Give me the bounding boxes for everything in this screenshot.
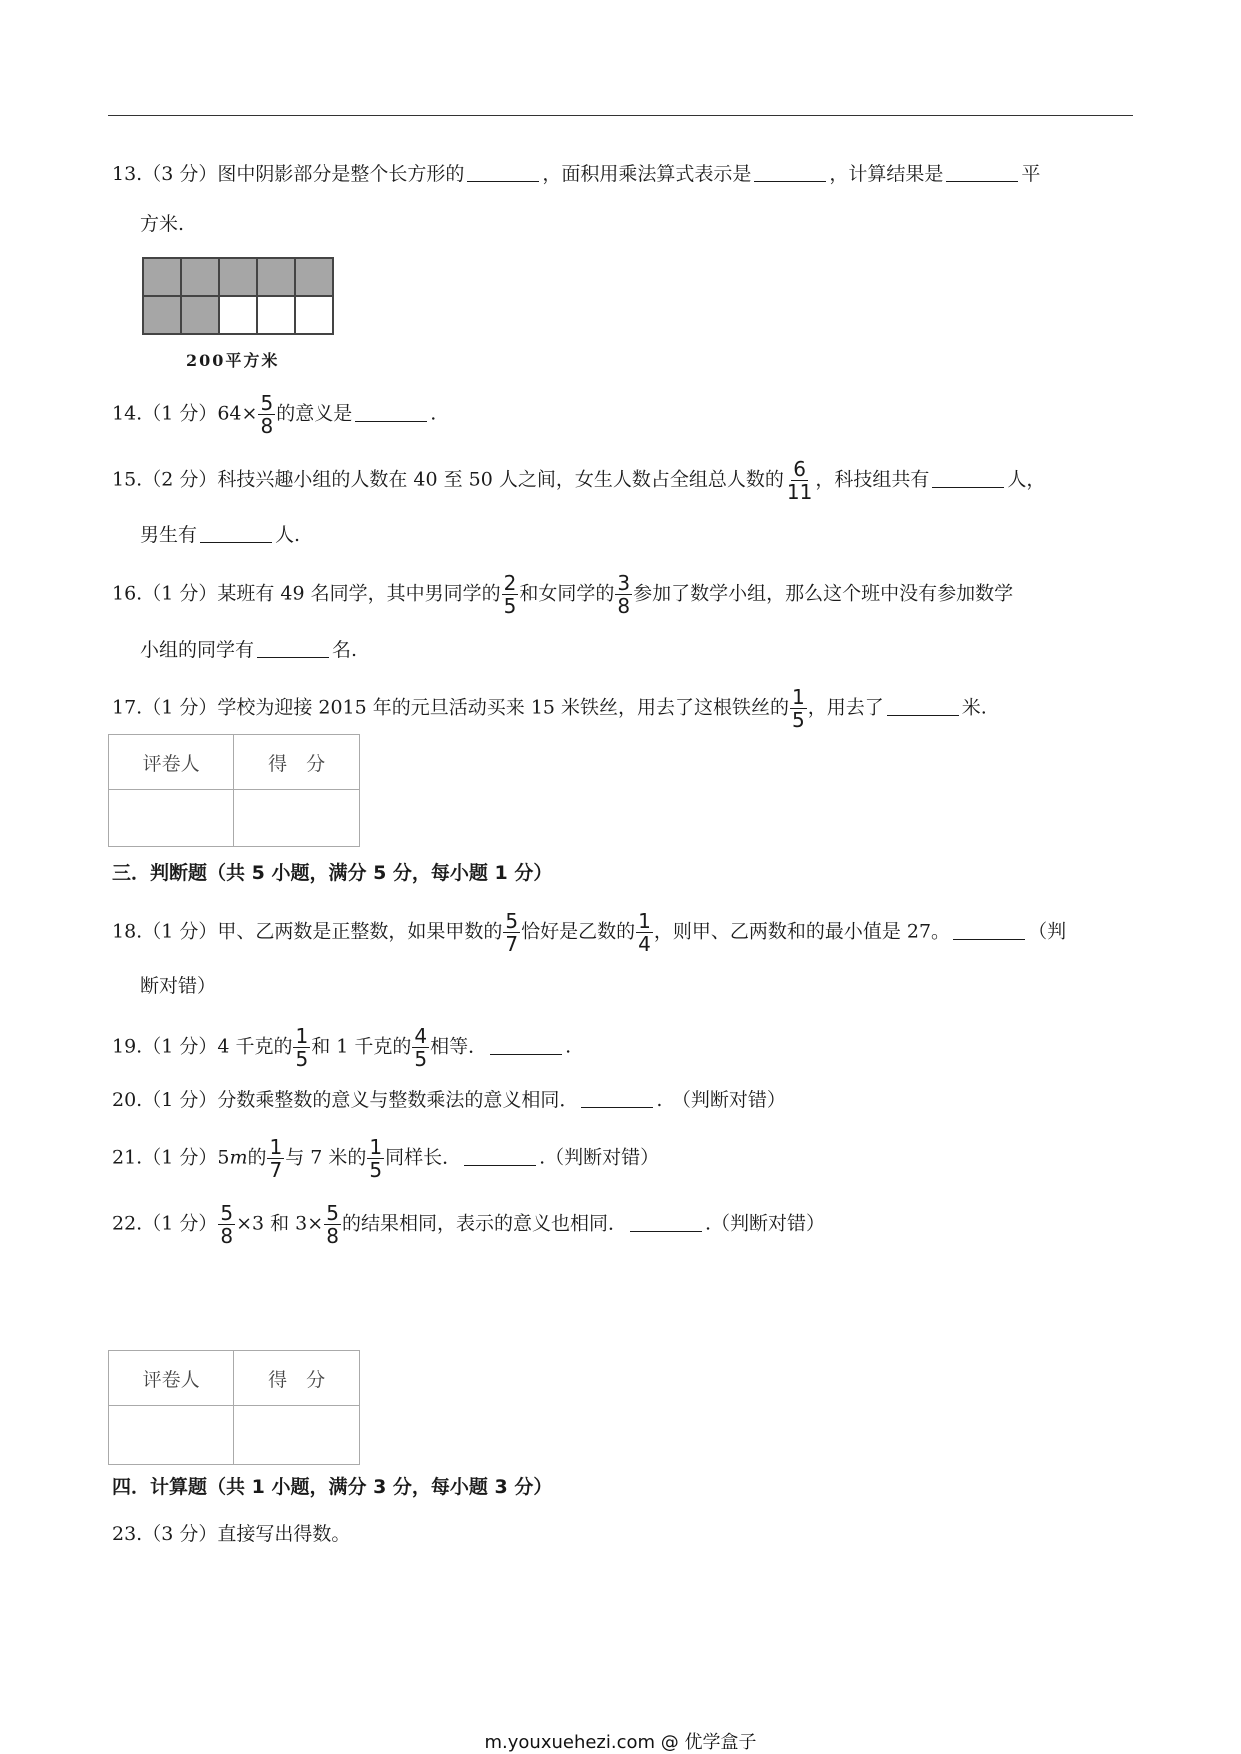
score-table <box>108 734 360 847</box>
question-15-continued: 男生有 人. <box>140 524 301 546</box>
grid-cell-plain <box>257 296 295 334</box>
grid-cell-shaded <box>181 296 219 334</box>
question-18: 18.（1 分）甲、乙两数是正整数，如果甲数的 $\frac{5}{7}$ 恰好是乙数的 $\frac{1}{4}$ ，则甲、乙两数和的最小值是 27。 （判 <box>112 909 1067 956</box>
shaded-rectangle-figure <box>142 257 334 335</box>
footer-watermark: m.youxuehezi.com @ 优学盒子 <box>484 1732 757 1753</box>
grid-cell-plain <box>219 296 257 334</box>
answer-blank[interactable] <box>630 1213 702 1232</box>
fraction: $\frac{1}{5}$ <box>369 1135 383 1182</box>
question-22: 22.（1 分） $\frac{5}{8}$ ×3 和 3× $\frac{5}{8}$ 的结果相同，表示的意义也相同． .（判断对错） <box>112 1201 825 1248</box>
score-table <box>108 1350 360 1465</box>
fraction: $\frac{4}{5}$ <box>414 1024 428 1071</box>
answer-blank[interactable] <box>932 469 1004 488</box>
grader-header: 评卷人 <box>109 735 234 790</box>
question-16-continued: 小组的同学有 名. <box>140 639 358 661</box>
fraction: $\frac{1}{5}$ <box>792 685 805 732</box>
question-17: 17.（1 分）学校为迎接 2015 年的元旦活动买来 15 米铁丝，用去了这根铁丝的 $\frac{1}{5}$ ，用去了 米. <box>112 685 987 732</box>
fraction: $\frac{1}{5}$ <box>295 1024 309 1071</box>
answer-blank[interactable] <box>581 1089 653 1108</box>
fraction: $\frac{1}{4}$ <box>638 909 651 956</box>
score-cell[interactable] <box>234 790 360 847</box>
fraction: $\frac{5}{7}$ <box>505 909 519 956</box>
grid-cell-plain <box>295 296 333 334</box>
answer-blank[interactable] <box>946 163 1018 182</box>
answer-blank[interactable] <box>464 1147 536 1166</box>
score-header: 得 分 <box>234 1351 360 1406</box>
question-23: 23.（3 分）直接写出得数。 <box>112 1523 351 1545</box>
grader-cell[interactable] <box>109 790 234 847</box>
answer-blank[interactable] <box>200 524 272 543</box>
question-13-continued: 方米. <box>140 213 185 235</box>
answer-blank[interactable] <box>887 697 959 716</box>
grid-cell-shaded <box>181 258 219 296</box>
question-18-continued: 断对错） <box>140 975 217 997</box>
question-15: 15.（2 分）科技兴趣小组的人数在 40 至 50 人之间，女生人数占全组总人数的 $\frac{6}{11}$ ，科技组共有 人， <box>112 457 1046 504</box>
answer-blank[interactable] <box>953 921 1025 940</box>
section-3-title: 三．判断题（共 5 小题，满分 5 分，每小题 1 分） <box>112 862 553 884</box>
fraction: $\frac{5}{8}$ <box>326 1201 339 1248</box>
answer-blank[interactable] <box>490 1036 562 1055</box>
header-rule <box>108 115 1133 116</box>
grader-header: 评卷人 <box>109 1351 234 1406</box>
section-4-title: 四．计算题（共 1 小题，满分 3 分，每小题 3 分） <box>112 1476 553 1498</box>
fraction: $\frac{3}{8}$ <box>617 571 631 618</box>
grid-cell-shaded <box>295 258 333 296</box>
fraction: $\frac{5}{8}$ <box>260 391 274 438</box>
score-cell[interactable] <box>234 1406 360 1465</box>
grid-cell-shaded <box>143 296 181 334</box>
figure-caption: 200平方米 <box>186 351 280 370</box>
grid-cell-shaded <box>143 258 181 296</box>
question-21: 21.（1 分）5m的 $\frac{1}{7}$ 与 7 米的 $\frac{1}{5}$ 同样长． .（判断对错） <box>112 1135 660 1182</box>
question-14: 14.（1 分）64× $\frac{5}{8}$ 的意义是 . <box>112 391 437 438</box>
fraction: $\frac{5}{8}$ <box>220 1201 234 1248</box>
fraction: $\frac{6}{11}$ <box>786 457 813 504</box>
grid-cell-shaded <box>257 258 295 296</box>
fraction: $\frac{2}{5}$ <box>503 571 517 618</box>
grid-cell-shaded <box>219 258 257 296</box>
grader-cell[interactable] <box>109 1406 234 1465</box>
score-header: 得 分 <box>234 735 360 790</box>
question-20: 20.（1 分）分数乘整数的意义与整数乘法的意义相同． . （判断对错） <box>112 1089 786 1111</box>
question-13: 13.（3 分）图中阴影部分是整个长方形的 ，面积用乘法算式表示是 ，计算结果是 平 <box>112 163 1041 185</box>
fraction: $\frac{1}{7}$ <box>269 1135 283 1182</box>
answer-blank[interactable] <box>467 163 539 182</box>
question-19: 19.（1 分）4 千克的 $\frac{1}{5}$ 和 1 千克的 $\frac{4}{5}$ 相等． . <box>112 1024 572 1071</box>
answer-blank[interactable] <box>355 403 427 422</box>
answer-blank[interactable] <box>257 639 329 658</box>
question-16: 16.（1 分）某班有 49 名同学，其中男同学的 $\frac{2}{5}$ 和女同学的 $\frac{3}{8}$ 参加了数学小组，那么这个班中没有参加数学 <box>112 571 1014 618</box>
answer-blank[interactable] <box>754 163 826 182</box>
